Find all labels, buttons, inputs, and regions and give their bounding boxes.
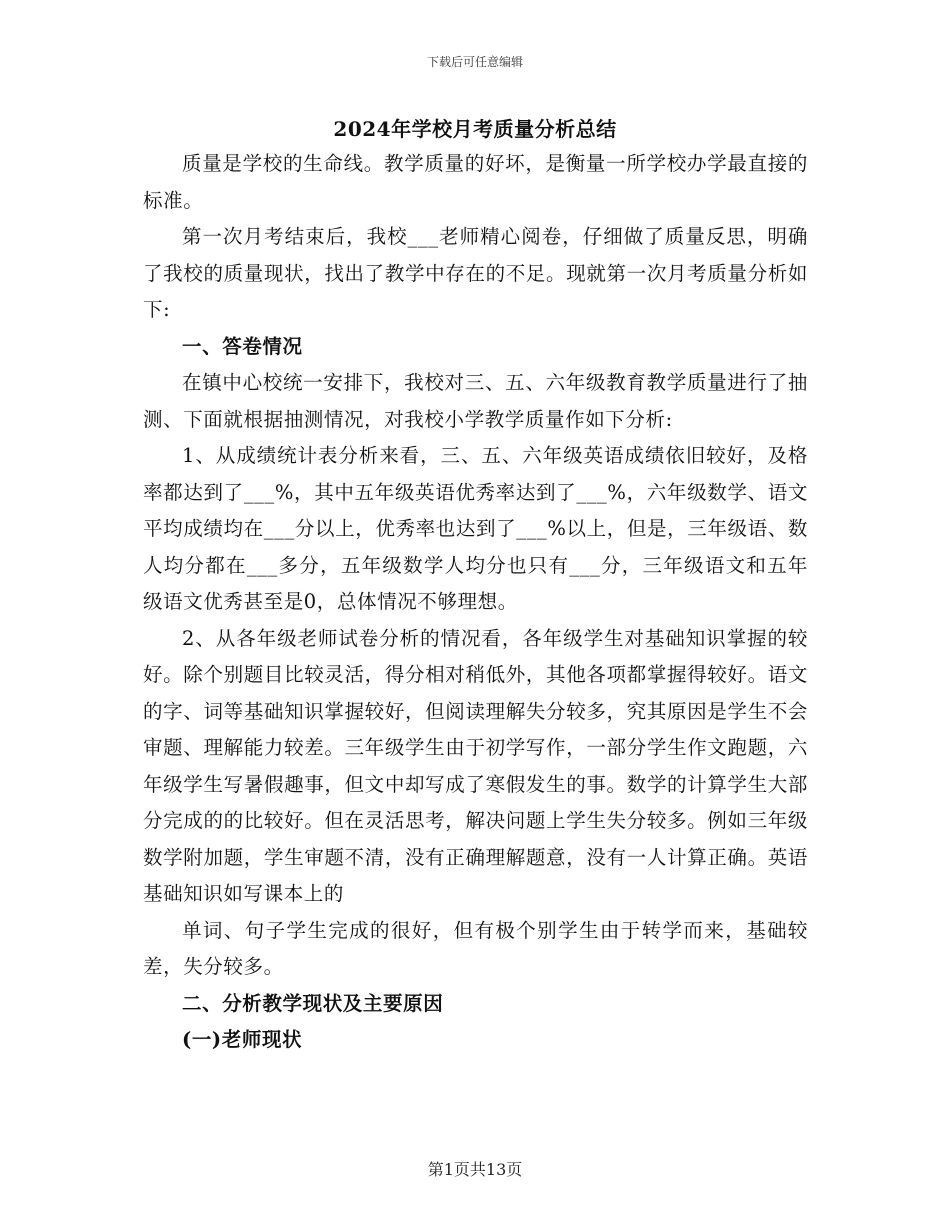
section-heading-answer-sheet: 一、答卷情况 (182, 334, 303, 358)
paragraph-score-analysis: 1、从成绩统计表分析来看，三、五、六年级英语成绩依旧较好，及格率都达到了___%，其中五年级英语优秀率达到了___%，六年级数学、语文平均成绩均在___分以上，优秀率也达到了___%以上，但是，三年级语、数人均分都在___多分，五年级数学人均分也只有___分，三年级语文和五年级语文优秀甚至是0，总体情况不够理想。 (143, 444, 808, 613)
page-number-footer: 第1页共13页 (427, 1160, 523, 1179)
section-heading-teaching-status: 二、分析教学现状及主要原因 (182, 991, 444, 1015)
document-body (143, 146, 808, 1059)
subsection-heading-teacher-status: (一)老师现状 (182, 1028, 303, 1051)
paragraph-first-exam: 第一次月考结束后，我校___老师精心阅卷，仔细做了质量反思，明确了我校的质量现状，找出了教学中存在的不足。现就第一次月考质量分析如下: (143, 225, 808, 321)
paragraph-english-basics: 单词、句子学生完成的很好，但有极个别学生由于转学而来，基础较差，失分较多。 (143, 918, 808, 978)
paragraph-intro: 质量是学校的生命线。教学质量的好坏，是衡量一所学校办学最直接的标准。 (143, 152, 808, 212)
paragraph-arrangement: 在镇中心校统一安排下，我校对三、五、六年级教育教学质量进行了抽测、下面就根据抽测情况，对我校小学教学质量作如下分析: (143, 371, 808, 431)
document-title: 2024年学校月考质量分析总结 (333, 117, 617, 141)
header-note: 下载后可任意编辑 (426, 55, 523, 69)
paragraph-paper-analysis: 2、从各年级老师试卷分析的情况看，各年级学生对基础知识掌握的较好。除个别题目比较灵活，得分相对稍低外，其他各项都掌握得较好。语文的字、词等基础知识掌握较好，但阅读理解失分较多，究其原因是学生不会审题、理解能力较差。三年级学生由于初学写作，一部分学生作文跑题，六年级学生写暑假趣事，但文中却写成了寒假发生的事。数学的计算学生大部分完成的的比较好。但在灵活思考，解决问题上学生失分较多。例如三年级数学附加题，学生审题不清，没有正确理解题意，没有一人计算正确。英语基础知识如写课本上的 (143, 626, 808, 905)
